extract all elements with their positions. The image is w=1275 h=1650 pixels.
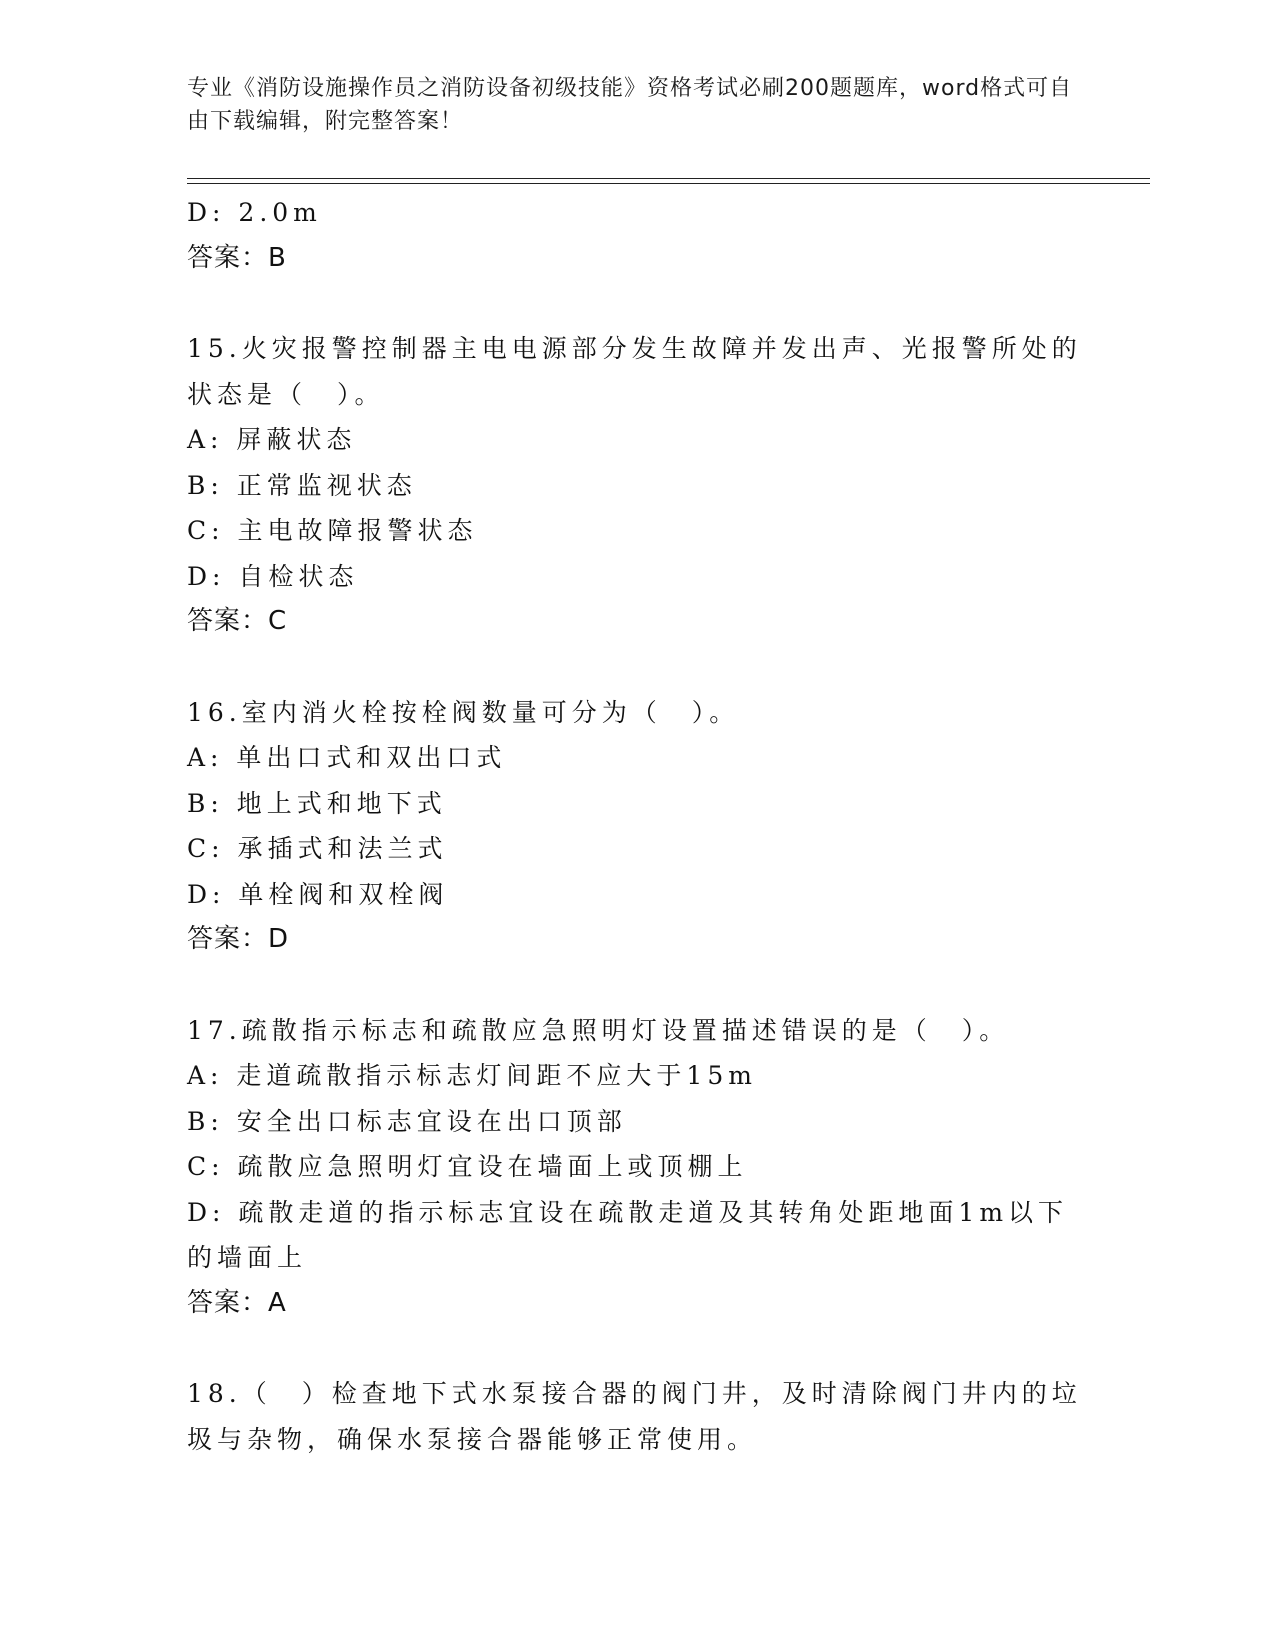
- option-c: C: 疏散应急照明灯宜设在墙面上或顶棚上: [187, 1152, 748, 1181]
- question-18: [187, 1371, 1087, 1462]
- question-text: 15.火灾报警控制器主电电源部分发生故障并发出声、光报警所处的状态是（ ）。: [187, 334, 1082, 409]
- option-d: D: 单栓阀和双栓阀: [187, 879, 449, 909]
- option-a: A: 屏蔽状态: [187, 425, 357, 454]
- spacer: [187, 281, 1087, 326]
- answer: 答案：C: [187, 606, 288, 636]
- question-17: [187, 1008, 1087, 1327]
- option-b: B: 正常监视状态: [187, 470, 417, 500]
- question-text: 18.（ ）检查地下式水泵接合器的阀门井，及时清除阀门井内的垃圾与杂物，确保水泵接合器能够正常使用。: [187, 1379, 1082, 1454]
- answer: 答案：D: [187, 924, 290, 954]
- option-a: A: 单出口式和双出口式: [187, 743, 507, 772]
- option-c: C: 承插式和法兰式: [187, 834, 448, 863]
- header-rule-bottom: [187, 183, 1150, 184]
- prev-answer: 答案：B: [187, 242, 287, 273]
- header-rule-top: [187, 178, 1150, 179]
- question-16: [187, 690, 1087, 963]
- option-a: A: 走道疏散指示标志灯间距不应大于15m: [187, 1061, 757, 1090]
- page-header: 专业《消防设施操作员之消防设备初级技能》资格考试必刷200题题库，word格式可自由下载编辑，附完整答案！: [187, 76, 1073, 134]
- option-d: D: 疏散走道的指示标志宜设在疏散走道及其转角处距地面1m以下的墙面上: [187, 1197, 1069, 1272]
- spacer: [187, 1326, 1087, 1371]
- document-body: [187, 190, 1087, 1462]
- spacer: [187, 963, 1087, 1008]
- option-b: B: 地上式和地下式: [187, 788, 447, 818]
- question-text: 16.室内消火栓按栓阀数量可分为（ ）。: [187, 697, 740, 727]
- option-b: B: 安全出口标志宜设在出口顶部: [187, 1106, 627, 1136]
- prev-option-d: D: 2.0m: [187, 198, 322, 227]
- question-text: 17.疏散指示标志和疏散应急照明灯设置描述错误的是（ ）。: [187, 1015, 1010, 1045]
- option-d: D: 自检状态: [187, 561, 359, 591]
- question-15: [187, 326, 1087, 645]
- spacer: [187, 645, 1087, 690]
- answer: 答案：A: [187, 1287, 287, 1318]
- option-c: C: 主电故障报警状态: [187, 516, 478, 545]
